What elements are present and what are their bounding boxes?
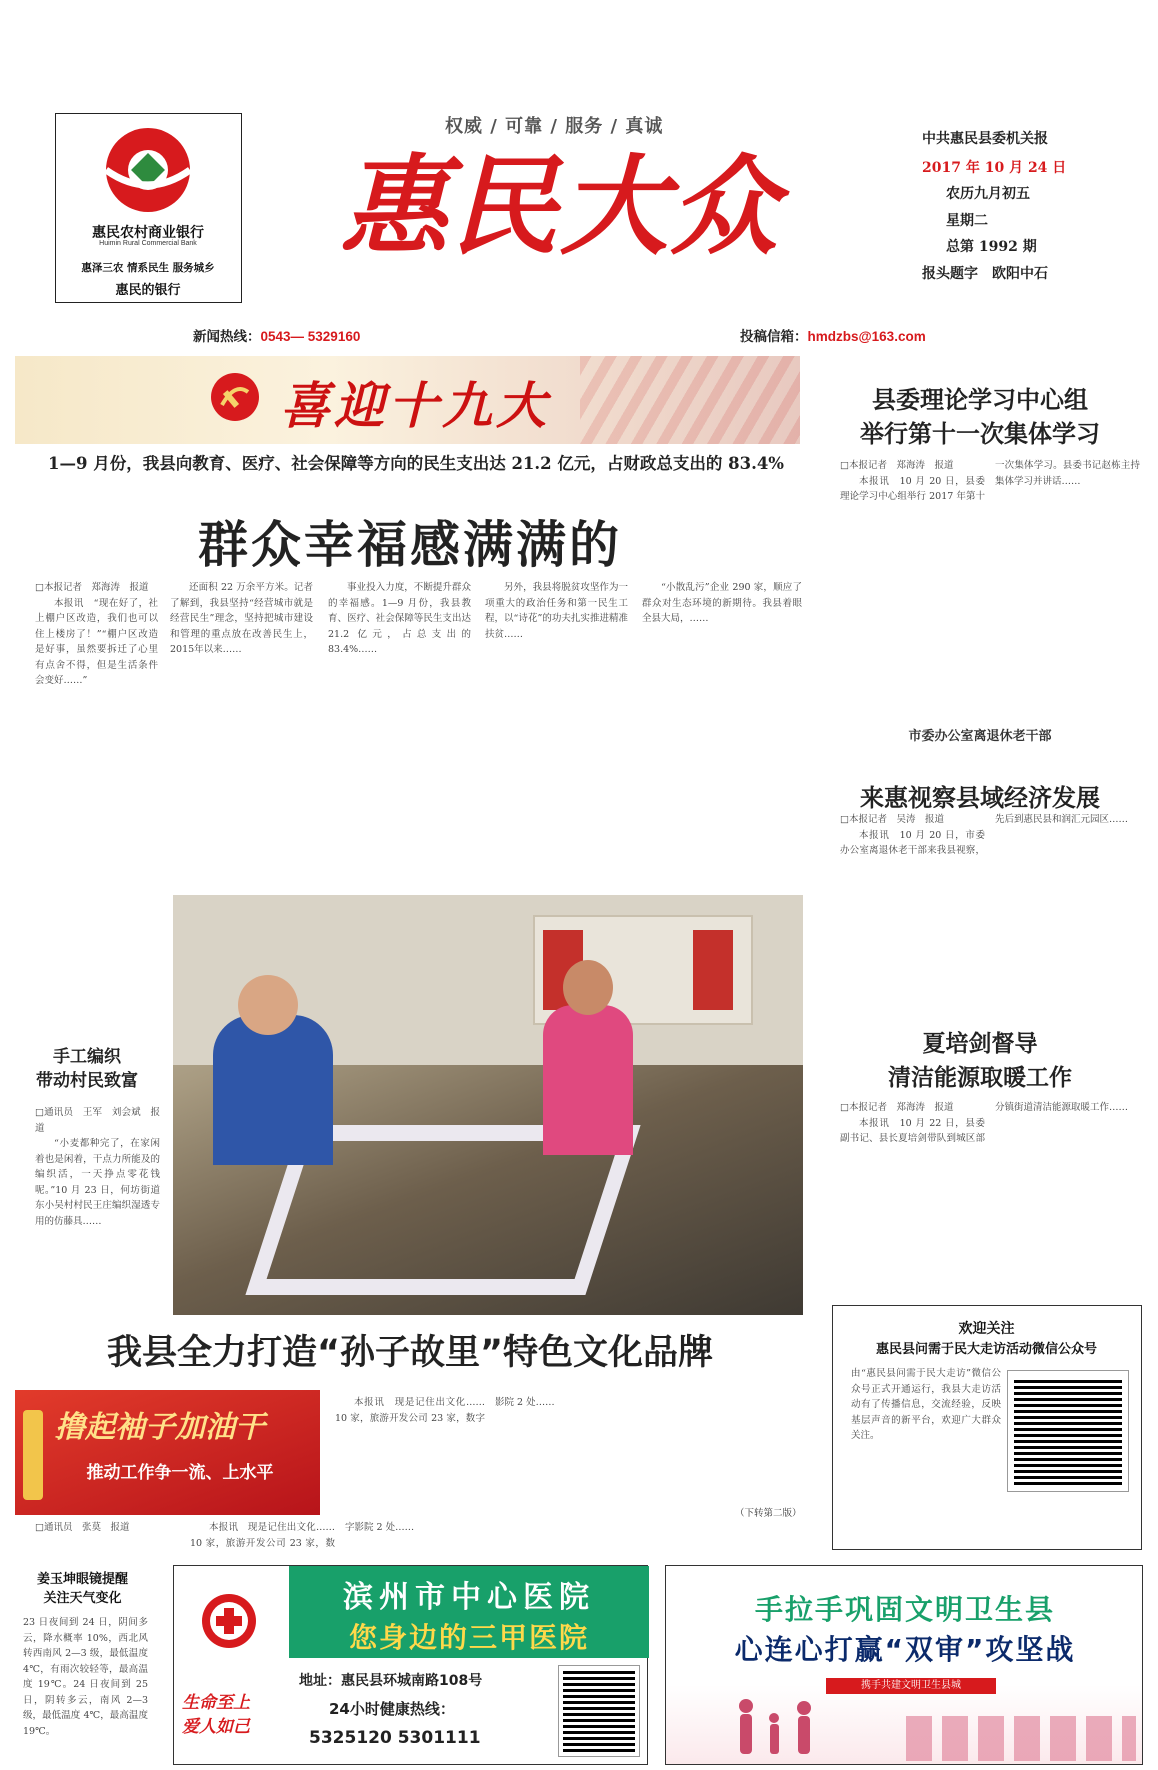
bank-logo bbox=[96, 120, 200, 220]
photo-caption-title: 手工编织 带动村民致富 bbox=[36, 1047, 138, 1091]
slogan-main: 撸起袖子加油干 bbox=[55, 1410, 265, 1445]
lead-column-1 bbox=[35, 580, 158, 870]
wechat-subtitle: 惠民县问需于民大走访活动微信公众号 bbox=[875, 1342, 1097, 1357]
weather-title: 姜玉坤眼镜提醒 关注天气变化 bbox=[36, 1572, 128, 1606]
slogan-graphic bbox=[15, 1390, 320, 1515]
family-silhouette-icon bbox=[726, 1696, 856, 1761]
lead-text-3: 事业投入力度，不断提升群众的幸福感。1—9 月份，我县教育、医疗、社会保障等民生支出达 21.2 亿元，占总支出的 83.4%…… bbox=[328, 582, 471, 655]
lead-text-5: “小散乱污”企业 290 家，顺应了群众对生态环境的新期待。我县着眼全县大局，…… bbox=[642, 582, 802, 624]
heating-headline: 夏培剑督导 清洁能源取暖工作 bbox=[888, 1030, 1072, 1091]
civic-ad bbox=[665, 1565, 1143, 1765]
wechat-qr-code[interactable] bbox=[1008, 1371, 1128, 1491]
lead-headline: 群众幸福感满满的 bbox=[198, 516, 622, 574]
motto: 权威 / 可靠 / 服务 / 真诚 bbox=[445, 116, 664, 137]
hospital-slogan: 您身边的三甲医院 bbox=[348, 1621, 589, 1654]
issue-date: 2017 年 10 月 24 日 bbox=[922, 160, 1067, 176]
weaving-photo bbox=[173, 895, 803, 1315]
weekday: 星期二 bbox=[946, 213, 988, 229]
retirees-body bbox=[840, 812, 1140, 1012]
lunar-date: 农历九月初五 bbox=[946, 186, 1030, 202]
email-address[interactable]: hmdzbs@163.com bbox=[807, 329, 926, 344]
hotline-number: 0543— 5329160 bbox=[260, 329, 361, 344]
culture-byline: □通讯员 张莫 报道 bbox=[35, 1522, 130, 1533]
party-emblem-icon bbox=[210, 372, 260, 422]
retirees-kicker: 市委办公室离退休老干部 bbox=[908, 729, 1052, 744]
theory-study-text: 本报讯 10 月 20 日，县委理论学习中心组举行 2017 年第十一次集体学习。县委书记赵栋主持集体学习并讲话…… bbox=[840, 460, 1140, 502]
hotline-label: 新闻热线： bbox=[193, 329, 261, 344]
culture-text-continued: 本报讯 现是记住出文化……10 家，旅游开发公司 23 家，数字影院 2 处…… bbox=[335, 1397, 555, 1424]
theory-study-headline: 县委理论学习中心组 举行第十一次集体学习 bbox=[860, 385, 1100, 448]
lead-column-4 bbox=[485, 580, 628, 870]
wechat-title: 欢迎关注 bbox=[958, 1321, 1015, 1337]
civic-banner: 携手共建文明卫生县城 bbox=[826, 1678, 996, 1694]
retirees-headline: 来惠视察县域经济发展 bbox=[860, 783, 1100, 812]
submission-email bbox=[740, 325, 926, 345]
lead-text-4: 另外，我县将脱贫攻坚作为一项重大的政治任务和第一民生工程，以“诗花”的功夫扎实推进精准扶贫…… bbox=[485, 582, 628, 640]
paper-title: 惠民大众 bbox=[340, 144, 781, 270]
photo-caption-text: “小麦都种完了，在家闲着也是闲着，干点力所能及的编织活，一天挣点零花钱呢。”10 月 23 日，何坊街道东小吴村村民王庄编织湿透专用的仿藤具…… bbox=[35, 1138, 160, 1227]
hospital-hotline-label: 24小时健康热线： bbox=[329, 1700, 455, 1718]
hospital-address: 地址：惠民县环城南路108号 bbox=[299, 1673, 483, 1689]
slogan-sub: 推动工作争一流、上水平 bbox=[86, 1463, 274, 1483]
calligraphy-credit: 报头题字 欧阳中石 bbox=[922, 266, 1048, 282]
wechat-box bbox=[832, 1305, 1142, 1550]
lead-text-1: 本报讯 “现在好了，社上棚户区改造，我们也可以住上楼房了！”“棚户区改造是好事，虽然要拆迁了心里有点舍不得，但是生活条件会变好……” bbox=[35, 597, 158, 686]
retirees-byline: □本报记者 吴涛 报道 bbox=[840, 814, 944, 825]
hospital-cross-icon bbox=[199, 1591, 259, 1651]
culture-columns-right bbox=[335, 1395, 805, 1545]
lead-subhead: 1—9 月份，我县向教育、医疗、社会保障等方向的民生支出达 21.2 亿元，占财政总支出的 83.4% bbox=[48, 454, 784, 473]
retirees-text: 本报讯 10 月 20 日，市委办公室离退休老干部来我县视察，先后到惠民县和润汇元园区…… bbox=[840, 814, 1129, 856]
bank-name: 惠民农村商业银行 bbox=[92, 225, 204, 241]
lead-column-3 bbox=[328, 580, 471, 870]
weather-box bbox=[15, 1570, 150, 1760]
congress-banner bbox=[15, 356, 800, 444]
photo-caption-body bbox=[35, 1105, 160, 1325]
heating-body bbox=[840, 1100, 1140, 1310]
news-hotline bbox=[193, 325, 360, 345]
hospital-name: 滨州市中心医院 bbox=[343, 1580, 595, 1615]
weather-text: 23 日夜间到 24 日，阴间多云，降水概率 10%，西北风转西南风 2—3 级，最低温度 4℃，有雨次较轻等，最高温度 19℃。24 日夜间到 25 日，阴转多云，南风 2—3 级，最低温度 4℃，最高温度 19℃。 bbox=[23, 1617, 148, 1737]
bank-name-en: Huimin Rural Commercial Bank bbox=[99, 240, 197, 247]
heating-text: 本报讯 10 月 22 日，县委副书记、县长夏培剑带队到城区部分镇街道清洁能源取暖工作…… bbox=[840, 1102, 1129, 1144]
lead-text-2: 还面积 22 万余平方米。记者了解到，我县坚持“经营城市就是经营民生”理念，坚持把城市建设和管理的重点放在改善民生上，2015年以来…… bbox=[170, 582, 313, 655]
culture-continued[interactable]: （下转第二版） bbox=[735, 1508, 802, 1519]
lead-column-2 bbox=[170, 580, 313, 870]
houses-graphic bbox=[906, 1716, 1136, 1761]
bank-slogan: 惠泽三农 情系民生 服务城乡 bbox=[81, 262, 215, 274]
photo-byline: □通讯员 王军 刘会斌 报道 bbox=[35, 1107, 160, 1134]
banner-text: 喜迎十九大 bbox=[280, 376, 550, 435]
publisher: 中共惠民县委机关报 bbox=[922, 131, 1048, 147]
heating-byline: □本报记者 郑海涛 报道 bbox=[840, 1102, 954, 1113]
hospital-left-text: 生命至上 爱人如己 bbox=[182, 1693, 250, 1737]
hospital-ad bbox=[173, 1565, 648, 1765]
hospital-qr-code[interactable] bbox=[559, 1666, 639, 1756]
civic-line-1: 手拉手巩固文明卫生县 bbox=[754, 1593, 1055, 1626]
issue-number: 总第 1992 期 bbox=[946, 239, 1037, 255]
theory-study-body bbox=[840, 458, 1140, 728]
hospital-banner bbox=[289, 1566, 649, 1658]
hospital-phones[interactable]: 5325120 5301111 bbox=[309, 1728, 481, 1748]
bank-ad bbox=[55, 113, 242, 303]
wechat-text: 由“惠民县问需于民大走访”微信公众号正式开通运行，我县大走访活动有了传播信息，交流经验，反映基层声音的新平台，欢迎广大群众关注。 bbox=[851, 1368, 1001, 1441]
civic-line-2: 心连心打赢“双审”攻坚战 bbox=[734, 1633, 1076, 1666]
lead-column-5 bbox=[642, 580, 802, 870]
culture-text: 本报讯 现是记住出文化……10 家，旅游开发公司 23 家，数字影院 2 处…… bbox=[190, 1522, 415, 1549]
lead-byline: □本报记者 郑海涛 报道 bbox=[35, 582, 149, 593]
email-label: 投稿信箱： bbox=[740, 329, 808, 344]
culture-headline: 我县全力打造“孙子故里”特色文化品牌 bbox=[106, 1333, 713, 1373]
bank-tagline: 惠民的银行 bbox=[115, 283, 181, 298]
theory-study-byline: □本报记者 郑海涛 报道 bbox=[840, 460, 954, 471]
culture-column-left bbox=[35, 1520, 415, 1565]
